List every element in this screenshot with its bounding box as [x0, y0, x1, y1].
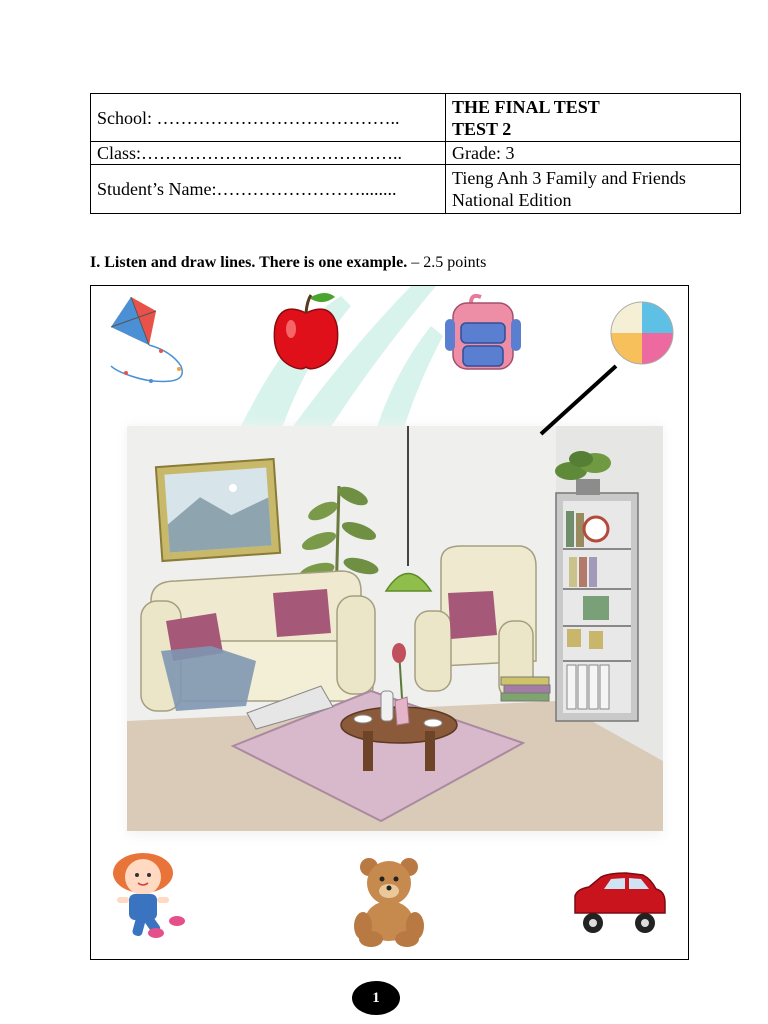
kite-icon — [111, 297, 182, 383]
example-line — [541, 366, 616, 434]
beach-ball-icon — [611, 302, 673, 364]
course-edition: National Edition — [452, 190, 572, 210]
test-number: TEST 2 — [452, 118, 512, 139]
school-field: School: ………………………………….. — [91, 94, 446, 142]
header-table — [90, 93, 741, 214]
class-field: Class:…………………………………….. — [91, 142, 446, 165]
toy-car-icon — [575, 873, 665, 933]
section-points: – 2.5 points — [407, 254, 487, 271]
course-name: Tieng Anh 3 Family and Friends — [452, 168, 686, 188]
backpack-icon — [445, 296, 521, 369]
picture-frame — [90, 285, 689, 960]
apple-icon — [274, 293, 337, 369]
book-stack — [501, 677, 550, 701]
wall-picture — [156, 459, 280, 561]
section-heading — [90, 254, 486, 272]
course-cell — [446, 165, 741, 214]
grade-field: Grade: 3 — [446, 142, 741, 165]
teddy-bear-icon — [354, 858, 424, 947]
doll-icon — [113, 853, 185, 938]
living-room-scene — [127, 426, 663, 836]
section-title: I. Listen and draw lines. There is one example. — [90, 254, 408, 271]
listening-illustration — [91, 286, 689, 960]
student-name-field: Student’s Name:……………………........ — [91, 165, 446, 214]
sofa — [141, 571, 375, 711]
test-title-cell — [446, 94, 741, 142]
test-title: THE FINAL TEST — [452, 96, 600, 117]
page-number: 1 — [352, 981, 400, 1015]
